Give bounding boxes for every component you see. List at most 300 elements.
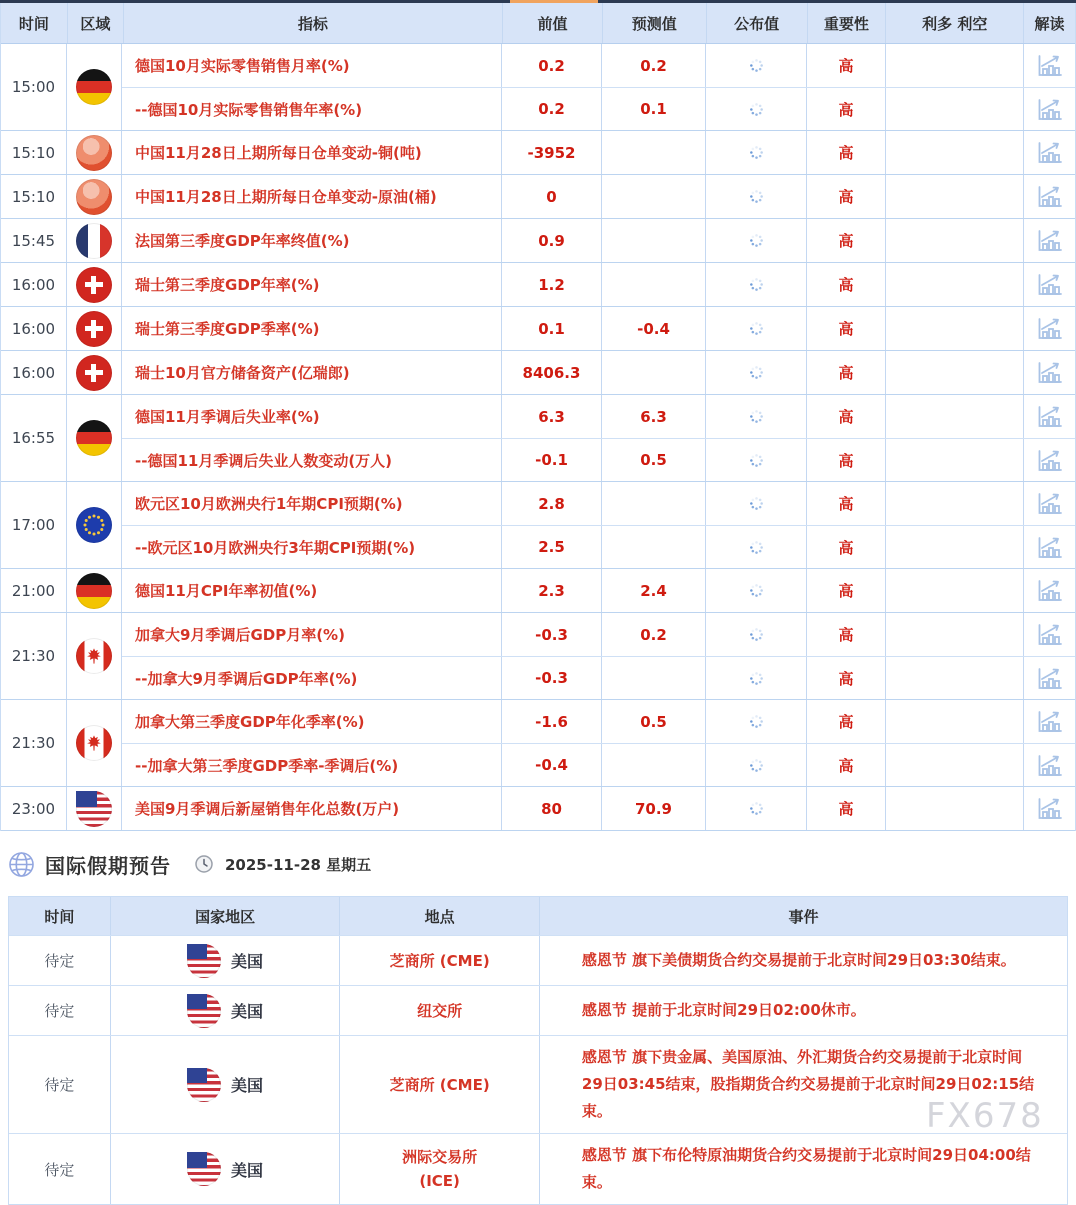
holiday-header-time: 时间 <box>9 897 111 935</box>
loading-spinner-icon <box>749 189 764 204</box>
calendar-row <box>122 743 1075 786</box>
interpretation-cell <box>1024 439 1075 481</box>
de-flag-icon <box>76 573 112 609</box>
forecast-value: 0.5 <box>602 700 706 743</box>
subrows <box>122 263 1075 306</box>
region-cell <box>67 263 122 306</box>
chart-icon[interactable] <box>1036 709 1063 734</box>
loading-spinner-icon <box>749 714 764 729</box>
region-cell <box>67 219 122 262</box>
country-name: 美国 <box>231 952 264 971</box>
chart-icon[interactable] <box>1036 360 1063 385</box>
importance-label: 高 <box>807 439 886 481</box>
indicator-link[interactable]: 加拿大9月季调后GDP月率(%) <box>122 613 502 656</box>
country-name: 美国 <box>231 1160 264 1180</box>
holiday-header-row <box>9 897 1067 935</box>
importance-label: 高 <box>807 657 886 699</box>
us-flag-icon <box>187 944 221 978</box>
ca-flag-icon <box>76 725 112 761</box>
time-cell: 23:00 <box>1 787 67 830</box>
previous-value: -0.1 <box>502 439 602 481</box>
published-value <box>706 175 807 218</box>
forecast-value: 0.2 <box>602 44 706 87</box>
importance-label: 高 <box>807 569 886 612</box>
published-value <box>706 526 807 568</box>
de-flag-icon <box>76 69 112 105</box>
calendar-header-row <box>1 3 1075 44</box>
bullish-bearish-cell <box>886 613 1024 656</box>
subrows <box>122 569 1075 612</box>
forecast-value <box>602 657 706 699</box>
importance-label: 高 <box>807 88 886 130</box>
forecast-value: 0.5 <box>602 439 706 481</box>
subrows <box>122 131 1075 174</box>
previous-value: 0.2 <box>502 88 602 130</box>
chart-icon[interactable] <box>1036 404 1063 429</box>
published-value <box>706 482 807 525</box>
chart-icon[interactable] <box>1036 228 1063 253</box>
forecast-value <box>602 131 706 174</box>
holiday-country-cell <box>111 986 341 1035</box>
calendar-row <box>122 395 1075 438</box>
published-value <box>706 131 807 174</box>
us-flag-icon <box>76 791 112 827</box>
header-indicator: 指标 <box>124 3 503 43</box>
header-region: 区域 <box>68 3 124 43</box>
importance-label: 高 <box>807 44 886 87</box>
loading-spinner-icon <box>749 758 764 773</box>
holiday-header-country: 国家地区 <box>111 897 341 935</box>
previous-value: 2.3 <box>502 569 602 612</box>
loading-spinner-icon <box>749 409 764 424</box>
published-value <box>706 351 807 394</box>
calendar-row-group <box>1 219 1075 263</box>
bullish-bearish-cell <box>886 131 1024 174</box>
calendar-row-group <box>1 44 1075 131</box>
importance-label: 高 <box>807 613 886 656</box>
previous-value: 80 <box>502 787 602 830</box>
calendar-row <box>122 613 1075 656</box>
chart-icon[interactable] <box>1036 272 1063 297</box>
calendar-row <box>122 656 1075 699</box>
time-cell: 21:30 <box>1 700 67 786</box>
calendar-row <box>122 525 1075 568</box>
time-cell: 21:00 <box>1 569 67 612</box>
calendar-row-group <box>1 131 1075 175</box>
calendar-row-group <box>1 307 1075 351</box>
indicator-link[interactable]: 欧元区10月欧洲央行1年期CPI预期(%) <box>122 482 502 525</box>
calendar-row-group <box>1 613 1075 700</box>
published-value <box>706 787 807 830</box>
loading-spinner-icon <box>749 145 764 160</box>
ch-flag-icon <box>76 355 112 391</box>
bullish-bearish-cell <box>886 88 1024 130</box>
loading-spinner-icon <box>749 583 764 598</box>
interpretation-cell <box>1024 131 1075 174</box>
region-cell <box>67 787 122 830</box>
bullish-bearish-cell <box>886 569 1024 612</box>
holiday-venue-cell: 洲际交易所 (ICE) <box>340 1134 540 1204</box>
published-value <box>706 219 807 262</box>
holiday-section-title: 国际假期预告 <box>45 853 171 878</box>
previous-value: 0.9 <box>502 219 602 262</box>
subrows <box>122 351 1075 394</box>
previous-value: 0.2 <box>502 44 602 87</box>
loading-spinner-icon <box>749 801 764 816</box>
previous-value: -0.3 <box>502 613 602 656</box>
published-value <box>706 263 807 306</box>
importance-label: 高 <box>807 787 886 830</box>
time-cell: 16:55 <box>1 395 67 481</box>
previous-value: 1.2 <box>502 263 602 306</box>
bullish-bearish-cell <box>886 395 1024 438</box>
importance-label: 高 <box>807 131 886 174</box>
holiday-row <box>9 985 1067 1035</box>
calendar-row <box>122 438 1075 481</box>
chart-icon[interactable] <box>1036 448 1063 473</box>
holiday-event-text: 感恩节 提前于北京时间29日02:00休市。 <box>581 1001 866 1019</box>
time-cell: 15:00 <box>1 44 67 130</box>
loading-spinner-icon <box>749 540 764 555</box>
interpretation-cell <box>1024 263 1075 306</box>
country-name: 美国 <box>231 1002 264 1021</box>
forecast-value: 0.1 <box>602 88 706 130</box>
subrows <box>122 700 1075 786</box>
indicator-link[interactable]: --德国11月季调后失业人数变动(万人) <box>122 439 502 481</box>
calendar-row <box>122 351 1075 394</box>
interpretation-cell <box>1024 700 1075 743</box>
importance-label: 高 <box>807 700 886 743</box>
forecast-value <box>602 351 706 394</box>
indicator-link[interactable]: 德国10月实际零售销售月率(%) <box>122 44 502 87</box>
importance-label: 高 <box>807 175 886 218</box>
bullish-bearish-cell <box>886 744 1024 786</box>
chart-icon[interactable] <box>1036 753 1063 778</box>
previous-value: -0.4 <box>502 744 602 786</box>
bullish-bearish-cell <box>886 263 1024 306</box>
subrows <box>122 44 1075 130</box>
indicator-link[interactable]: 瑞士第三季度GDP年率(%) <box>122 263 502 306</box>
published-value <box>706 657 807 699</box>
chart-icon[interactable] <box>1036 184 1063 209</box>
published-value <box>706 744 807 786</box>
loading-spinner-icon <box>749 58 764 73</box>
previous-value: -1.6 <box>502 700 602 743</box>
indicator-link[interactable]: --加拿大9月季调后GDP年率(%) <box>122 657 502 699</box>
time-cell: 16:00 <box>1 351 67 394</box>
bullish-bearish-cell <box>886 657 1024 699</box>
forecast-value: 6.3 <box>602 395 706 438</box>
calendar-row-group <box>1 395 1075 482</box>
region-cell <box>67 44 122 130</box>
calendar-row <box>122 787 1075 830</box>
previous-value: 8406.3 <box>502 351 602 394</box>
indicator-link[interactable]: 加拿大第三季度GDP年化季率(%) <box>122 700 502 743</box>
published-value <box>706 395 807 438</box>
importance-label: 高 <box>807 219 886 262</box>
subrows <box>122 787 1075 830</box>
importance-label: 高 <box>807 307 886 350</box>
interpretation-cell <box>1024 613 1075 656</box>
loading-spinner-icon <box>749 671 764 686</box>
cn-flag-icon <box>76 135 112 171</box>
top-scroll-indicator <box>510 0 598 3</box>
published-value <box>706 613 807 656</box>
indicator-link[interactable]: 法国第三季度GDP年率终值(%) <box>122 219 502 262</box>
holiday-header-venue: 地点 <box>340 897 540 935</box>
forecast-value <box>602 175 706 218</box>
fx678-watermark: FX678 <box>926 1096 1044 1136</box>
region-cell <box>67 569 122 612</box>
calendar-table-body <box>1 44 1075 831</box>
holiday-time-cell: 待定 <box>9 1036 111 1133</box>
holiday-date: 2025-11-28 星期五 <box>225 855 372 874</box>
fr-flag-icon <box>76 223 112 259</box>
bullish-bearish-cell <box>886 307 1024 350</box>
top-scroll-bar <box>0 0 1076 3</box>
calendar-row <box>122 307 1075 350</box>
holiday-time-cell: 待定 <box>9 986 111 1035</box>
loading-spinner-icon <box>749 277 764 292</box>
indicator-link[interactable]: 中国11月28日上期所每日仓单变动-铜(吨) <box>122 131 502 174</box>
indicator-link[interactable]: 中国11月28日上期所每日仓单变动-原油(桶) <box>122 175 502 218</box>
ch-flag-icon <box>76 267 112 303</box>
calendar-row <box>122 482 1075 525</box>
holiday-table-body <box>9 935 1067 1204</box>
interpretation-cell <box>1024 482 1075 525</box>
previous-value: 0 <box>502 175 602 218</box>
previous-value: 2.8 <box>502 482 602 525</box>
bullish-bearish-cell <box>886 175 1024 218</box>
holiday-venue-cell: 芝商所 (CME) <box>340 1036 540 1133</box>
indicator-link[interactable]: 瑞士10月官方储备资产(亿瑞郎) <box>122 351 502 394</box>
interpretation-cell <box>1024 219 1075 262</box>
de-flag-icon <box>76 420 112 456</box>
holiday-time-cell: 待定 <box>9 936 111 985</box>
interpretation-cell <box>1024 395 1075 438</box>
interpretation-cell <box>1024 526 1075 568</box>
chart-icon[interactable] <box>1036 578 1063 603</box>
calendar-row-group <box>1 569 1075 613</box>
calendar-row-group <box>1 263 1075 307</box>
calendar-row <box>122 44 1075 87</box>
published-value <box>706 307 807 350</box>
bullish-bearish-cell <box>886 787 1024 830</box>
us-flag-icon <box>187 1068 221 1102</box>
economic-calendar-table <box>0 3 1076 831</box>
indicator-link[interactable]: 瑞士第三季度GDP季率(%) <box>122 307 502 350</box>
header-bull-bear: 利多 利空 <box>886 3 1024 43</box>
time-cell: 16:00 <box>1 307 67 350</box>
bullish-bearish-cell <box>886 351 1024 394</box>
indicator-link[interactable]: --德国10月实际零售销售年率(%) <box>122 88 502 130</box>
loading-spinner-icon <box>749 102 764 117</box>
country-name: 美国 <box>231 1076 264 1095</box>
subrows <box>122 175 1075 218</box>
region-cell <box>67 131 122 174</box>
calendar-row-group <box>1 700 1075 787</box>
bullish-bearish-cell <box>886 700 1024 743</box>
globe-icon <box>8 851 35 878</box>
indicator-link[interactable]: --加拿大第三季度GDP季率-季调后(%) <box>122 744 502 786</box>
region-cell <box>67 482 122 568</box>
calendar-row <box>122 175 1075 218</box>
bullish-bearish-cell <box>886 439 1024 481</box>
forecast-value <box>602 526 706 568</box>
eu-flag-icon <box>76 507 112 543</box>
calendar-row-group <box>1 787 1075 831</box>
indicator-link[interactable]: --欧元区10月欧洲央行3年期CPI预期(%) <box>122 526 502 568</box>
cn-flag-icon <box>76 179 112 215</box>
holiday-row <box>9 1035 1067 1133</box>
us-flag-icon <box>187 994 221 1028</box>
forecast-value <box>602 219 706 262</box>
region-cell <box>67 700 122 786</box>
chart-icon[interactable] <box>1036 491 1063 516</box>
previous-value: 0.1 <box>502 307 602 350</box>
bullish-bearish-cell <box>886 219 1024 262</box>
loading-spinner-icon <box>749 321 764 336</box>
subrows <box>122 307 1075 350</box>
holiday-country-cell <box>111 1134 341 1204</box>
header-importance: 重要性 <box>808 3 887 43</box>
interpretation-cell <box>1024 787 1075 830</box>
previous-value: -3952 <box>502 131 602 174</box>
indicator-link[interactable]: 德国11月CPI年率初值(%) <box>122 569 502 612</box>
holiday-time-cell: 待定 <box>9 1134 111 1204</box>
loading-spinner-icon <box>749 233 764 248</box>
loading-spinner-icon <box>749 627 764 642</box>
subrows <box>122 219 1075 262</box>
holiday-header-event: 事件 <box>788 907 819 926</box>
time-cell: 15:45 <box>1 219 67 262</box>
calendar-row <box>122 263 1075 306</box>
interpretation-cell <box>1024 88 1075 130</box>
calendar-row <box>122 700 1075 743</box>
bullish-bearish-cell <box>886 482 1024 525</box>
forecast-value <box>602 744 706 786</box>
chart-icon[interactable] <box>1036 140 1063 165</box>
subrows <box>122 482 1075 568</box>
published-value <box>706 44 807 87</box>
chart-icon[interactable] <box>1036 53 1063 78</box>
published-value <box>706 700 807 743</box>
importance-label: 高 <box>807 395 886 438</box>
loading-spinner-icon <box>749 453 764 468</box>
calendar-row <box>122 569 1075 612</box>
calendar-row <box>122 87 1075 130</box>
importance-label: 高 <box>807 482 886 525</box>
header-forecast: 预测值 <box>603 3 707 43</box>
importance-label: 高 <box>807 263 886 306</box>
interpretation-cell <box>1024 569 1075 612</box>
region-cell <box>67 395 122 481</box>
region-cell <box>67 613 122 699</box>
calendar-row-group <box>1 482 1075 569</box>
time-cell: 15:10 <box>1 131 67 174</box>
published-value <box>706 439 807 481</box>
holiday-row <box>9 935 1067 985</box>
loading-spinner-icon <box>749 365 764 380</box>
region-cell <box>67 175 122 218</box>
holiday-event-text: 感恩节 旗下布伦特原油期货合约交易提前于北京时间29日04:00结束。 <box>581 1146 1031 1191</box>
published-value <box>706 88 807 130</box>
holiday-event-text: 感恩节 旗下美债期货合约交易提前于北京时间29日03:30结束。 <box>581 951 1016 969</box>
forecast-value: 2.4 <box>602 569 706 612</box>
clock-icon <box>195 855 213 873</box>
ch-flag-icon <box>76 311 112 347</box>
calendar-row-group <box>1 175 1075 219</box>
chart-icon[interactable] <box>1036 666 1063 691</box>
holiday-table <box>8 896 1068 1205</box>
previous-value: 6.3 <box>502 395 602 438</box>
header-time: 时间 <box>1 3 68 43</box>
forecast-value <box>602 263 706 306</box>
forecast-value: 70.9 <box>602 787 706 830</box>
forecast-value: 0.2 <box>602 613 706 656</box>
holiday-row <box>9 1133 1067 1204</box>
chart-icon[interactable] <box>1036 535 1063 560</box>
time-cell: 17:00 <box>1 482 67 568</box>
chart-icon[interactable] <box>1036 796 1063 821</box>
holiday-venue-cell: 芝商所 (CME) <box>340 936 540 985</box>
importance-label: 高 <box>807 526 886 568</box>
us-flag-icon <box>187 1152 221 1186</box>
header-published: 公布值 <box>707 3 808 43</box>
header-previous: 前值 <box>503 3 603 43</box>
chart-icon[interactable] <box>1036 316 1063 341</box>
indicator-link[interactable]: 美国9月季调后新屋销售年化总数(万户) <box>122 787 502 830</box>
time-cell: 15:10 <box>1 175 67 218</box>
subrows <box>122 395 1075 481</box>
previous-value: 2.5 <box>502 526 602 568</box>
calendar-row-group <box>1 351 1075 395</box>
forecast-value <box>602 482 706 525</box>
loading-spinner-icon <box>749 496 764 511</box>
header-interpret: 解读 <box>1034 14 1065 33</box>
importance-label: 高 <box>807 351 886 394</box>
indicator-link[interactable]: 德国11月季调后失业率(%) <box>122 395 502 438</box>
calendar-row <box>122 219 1075 262</box>
chart-icon[interactable] <box>1036 622 1063 647</box>
holiday-country-cell <box>111 936 341 985</box>
bullish-bearish-cell <box>886 526 1024 568</box>
interpretation-cell <box>1024 744 1075 786</box>
subrows <box>122 613 1075 699</box>
region-cell <box>67 307 122 350</box>
chart-icon[interactable] <box>1036 97 1063 122</box>
holiday-section-header <box>8 848 1076 880</box>
time-cell: 21:30 <box>1 613 67 699</box>
forecast-value: -0.4 <box>602 307 706 350</box>
interpretation-cell <box>1024 44 1075 87</box>
holiday-venue-cell: 纽交所 <box>340 986 540 1035</box>
bullish-bearish-cell <box>886 44 1024 87</box>
holiday-event-text: 感恩节 旗下贵金属、美国原油、外汇期货合约交易提前于北京时间29日03:45结束，股指期货合约交易提前于北京时间29日02:15结束。 <box>581 1048 1035 1120</box>
published-value <box>706 569 807 612</box>
interpretation-cell <box>1024 307 1075 350</box>
holiday-country-cell <box>111 1036 341 1133</box>
calendar-row <box>122 131 1075 174</box>
ca-flag-icon <box>76 638 112 674</box>
interpretation-cell <box>1024 351 1075 394</box>
interpretation-cell <box>1024 657 1075 699</box>
region-cell <box>67 351 122 394</box>
time-cell: 16:00 <box>1 263 67 306</box>
interpretation-cell <box>1024 175 1075 218</box>
importance-label: 高 <box>807 744 886 786</box>
previous-value: -0.3 <box>502 657 602 699</box>
